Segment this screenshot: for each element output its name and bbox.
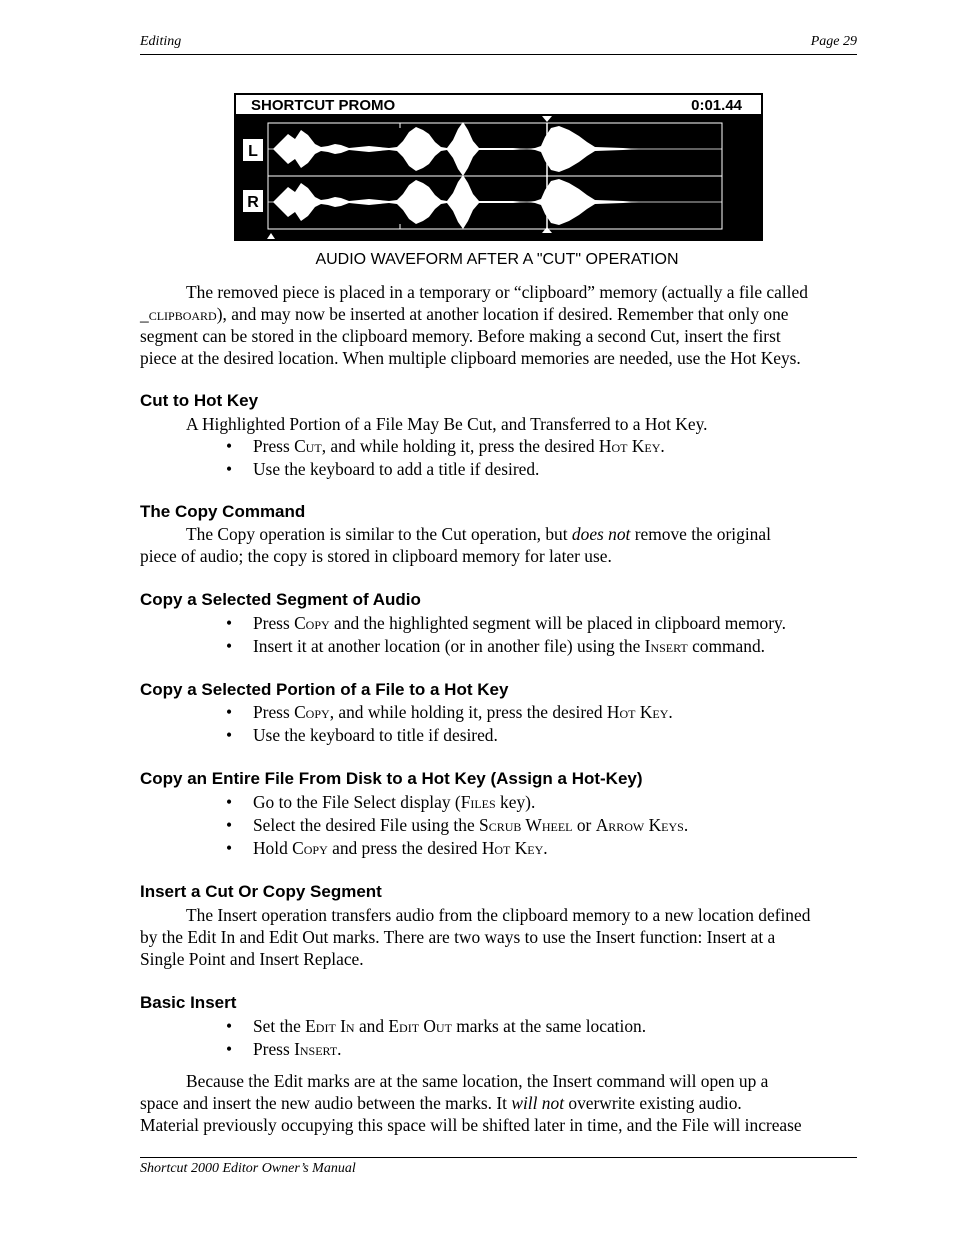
cut-hot-key-steps [226,435,665,481]
list-item: • Insert it at another location (or in another file) using the Insert command. [226,636,766,656]
start-marker-bottom [267,233,275,239]
basic-insert-para-line-3: Material previously occupying this space will be shifted later in time, and the File will increase [140,1115,802,1135]
heading-basic-insert: Basic Insert [140,993,237,1012]
list-item: • Hold Copy and press the desired Hot Key. [226,838,548,858]
header-rule [140,54,857,55]
intro-line-1: The removed piece is placed in a temporary or “clipboard” memory (actually a file called [186,282,808,302]
insert-line-2: by the Edit In and Edit Out marks. There are two ways to use the Insert function: Insert at a [140,927,776,947]
basic-insert-para-line-2: space and insert the new audio between the marks. It will not overwrite existing audio. [140,1093,742,1113]
copy-segment-steps [226,612,786,658]
heading-insert-segment: Insert a Cut Or Copy Segment [140,882,382,901]
copy-command-line-2: piece of audio; the copy is stored in clipboard memory for later use. [140,546,612,566]
audio-waveform-figure [234,93,763,241]
waveform-display [234,93,763,241]
list-item: • Select the desired File using the Scrub Wheel or Arrow Keys. [226,815,689,835]
basic-insert-steps [226,1015,646,1061]
playhead-marker-top [542,116,552,122]
intro-line-3: segment can be stored in the clipboard memory. Before making a second Cut, insert the first [140,326,781,346]
insert-line-3: Single Point and Insert Replace. [140,949,364,969]
right-channel-waveform [273,175,639,229]
waveform-file-title: SHORTCUT PROMO [251,97,396,114]
heading-copy-segment: Copy a Selected Segment of Audio [140,590,421,609]
page-number: Page 29 [810,34,857,49]
list-item: • Set the Edit In and Edit Out marks at the same location. [226,1016,647,1036]
list-item: • Press Copy, and while holding it, press the desired Hot Key. [226,702,673,722]
heading-copy-entire-file: Copy an Entire File From Disk to a Hot Key (Assign a Hot-Key) [140,769,643,788]
list-item: • Use the keyboard to add a title if desired. [226,459,540,479]
right-channel-label: R [247,194,259,211]
copy-portion-steps [226,701,673,747]
running-footer: Shortcut 2000 Editor Owner’s Manual [140,1161,356,1176]
list-item: • Press Cut, and while holding it, press the desired Hot Key. [226,436,665,456]
intro-line-2: _clipboard), and may now be inserted at another location if desired. Remember that only one [140,304,789,324]
list-item: • Press Insert. [226,1039,342,1059]
cut-hot-key-summary: A Highlighted Portion of a File May Be Cut, and Transferred to a Hot Key. [186,414,708,434]
intro-line-4: piece at the desired location. When multiple clipboard memories are needed, use the Hot Keys. [140,348,801,368]
playhead-marker-bottom [542,227,552,233]
left-channel-label: L [248,143,258,160]
footer-rule [140,1157,857,1158]
heading-cut-to-hot-key: Cut to Hot Key [140,391,259,410]
running-header-section: Editing [140,34,182,49]
copy-entire-steps [226,791,688,860]
copy-command-line-1: The Copy operation is similar to the Cut operation, but does not remove the original [186,524,771,544]
heading-copy-command: The Copy Command [140,502,306,521]
figure-caption: AUDIO WAVEFORM AFTER A "CUT" OPERATION [315,251,679,268]
heading-copy-portion: Copy a Selected Portion of a File to a Hot Key [140,680,509,699]
list-item: • Go to the File Select display (Files key). [226,792,536,812]
waveform-time-readout: 0:01.44 [691,97,742,114]
insert-line-1: The Insert operation transfers audio from the clipboard memory to a new location defined [186,905,811,925]
basic-insert-para-line-1: Because the Edit marks are at the same location, the Insert command will open up a [186,1071,769,1091]
left-channel-waveform [273,122,639,176]
list-item: • Press Copy and the highlighted segment will be placed in clipboard memory. [226,613,786,633]
list-item: • Use the keyboard to title if desired. [226,725,498,745]
